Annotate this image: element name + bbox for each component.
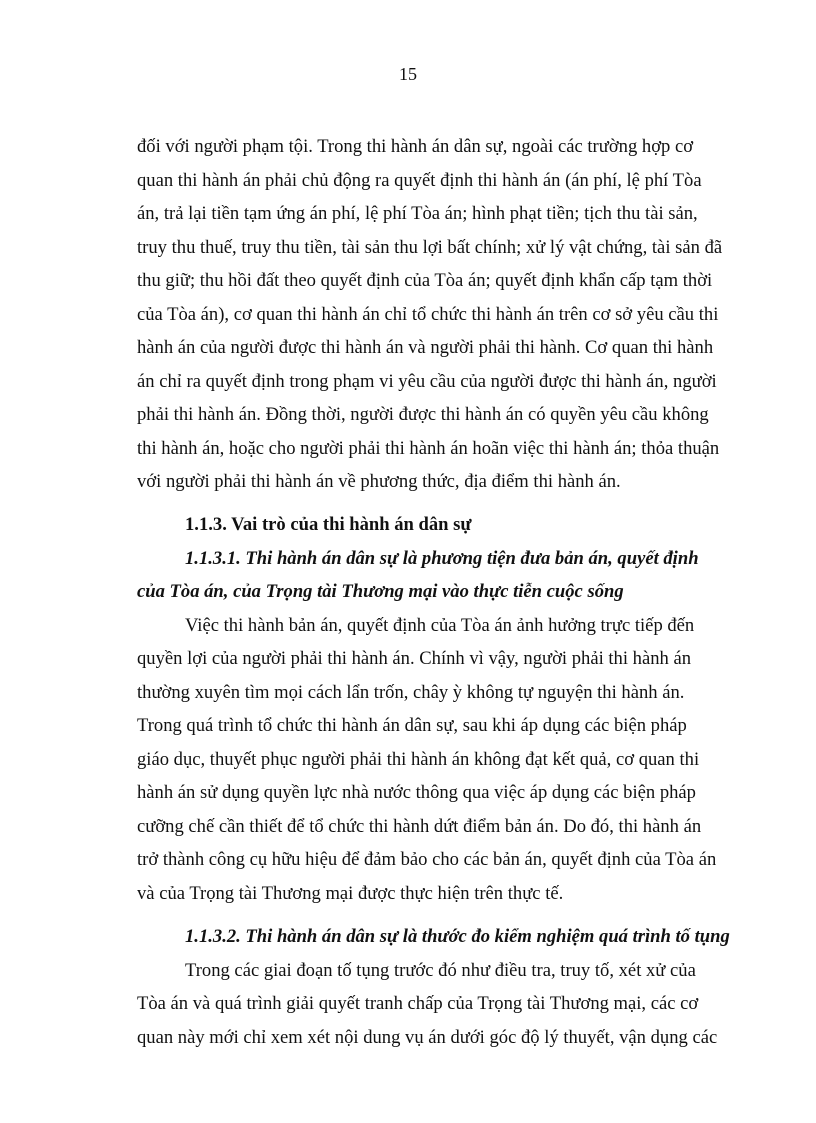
- paragraph-2-line: giáo dục, thuyết phục người phải thi hành án không đạt kết quả, cơ quan thi: [137, 749, 700, 770]
- paragraph-3-line: Tòa án và quá trình giải quyết tranh chấp của Trọng tài Thương mại, các cơ: [137, 993, 699, 1014]
- paragraph-2-line: Việc thi hành bản án, quyết định của Tòa án ảnh hưởng trực tiếp đến: [185, 615, 695, 636]
- paragraph-1-line: thi hành án, hoặc cho người phải thi hành án hoãn việc thi hành án; thỏa thuận: [137, 438, 720, 459]
- paragraph-2-line: Trong quá trình tổ chức thi hành án dân sự, sau khi áp dụng các biện pháp: [137, 715, 687, 736]
- paragraph-2-line: hành án sử dụng quyền lực nhà nước thông qua việc áp dụng các biện pháp: [137, 782, 696, 803]
- paragraph-1-line: quan thi hành án phải chủ động ra quyết định thi hành án (án phí, lệ phí Tòa: [137, 170, 702, 191]
- section-heading-1-1-3: 1.1.3. Vai trò của thi hành án dân sự: [185, 514, 472, 535]
- paragraph-1-line: án, trả lại tiền tạm ứng án phí, lệ phí Tòa án; hình phạt tiền; tịch thu tài sản,: [137, 203, 698, 224]
- paragraph-2-line: và của Trọng tài Thương mại được thực hiện trên thực tế.: [137, 883, 564, 904]
- subheading-line: của Tòa án, của Trọng tài Thương mại vào thực tiễn cuộc sống: [137, 581, 624, 602]
- paragraph-1-line: truy thu thuế, truy thu tiền, tài sản thu lợi bất chính; xử lý vật chứng, tài sản đã: [137, 237, 723, 258]
- paragraph-1-line: hành án của người được thi hành án và người phải thi hành. Cơ quan thi hành: [137, 337, 714, 358]
- paragraph-3-line: Trong các giai đoạn tố tụng trước đó như điều tra, truy tố, xét xử của: [185, 960, 696, 981]
- paragraph-2-line: thường xuyên tìm mọi cách lẩn trốn, chây ỳ không tự nguyện thi hành án.: [137, 682, 685, 703]
- subheading-line: 1.1.3.1. Thi hành án dân sự là phương tiện đưa bản án, quyết định: [185, 548, 699, 569]
- paragraph-1-line: án chỉ ra quyết định trong phạm vi yêu cầu của người được thi hành án, người: [137, 371, 717, 392]
- paragraph-2-line: quyền lợi của người phải thi hành án. Chính vì vậy, người phải thi hành án: [137, 648, 691, 669]
- subheading-1-1-3-2: 1.1.3.2. Thi hành án dân sự là thước đo kiểm nghiệm quá trình tố tụng: [185, 926, 730, 947]
- paragraph-2-line: trở thành công cụ hữu hiệu để đảm bảo cho các bản án, quyết định của Tòa án: [137, 849, 717, 870]
- page-number: 15: [399, 64, 417, 84]
- paragraph-2-line: cưỡng chế cần thiết để tổ chức thi hành dứt điểm bản án. Do đó, thi hành án: [137, 816, 702, 837]
- paragraph-1-line: với người phải thi hành án về phương thức, địa điểm thi hành án.: [137, 471, 621, 492]
- paragraph-1-line: phải thi hành án. Đồng thời, người được thi hành án có quyền yêu cầu không: [137, 404, 709, 425]
- paragraph-3-line: quan này mới chỉ xem xét nội dung vụ án dưới góc độ lý thuyết, vận dụng các: [137, 1027, 718, 1048]
- paragraph-1-line: đối với người phạm tội. Trong thi hành án dân sự, ngoài các trường hợp cơ: [137, 136, 694, 157]
- paragraph-1-line: của Tòa án), cơ quan thi hành án chỉ tổ chức thi hành án trên cơ sở yêu cầu thi: [137, 304, 719, 325]
- paragraph-1-line: thu giữ; thu hồi đất theo quyết định của Tòa án; quyết định khẩn cấp tạm thời: [137, 270, 713, 291]
